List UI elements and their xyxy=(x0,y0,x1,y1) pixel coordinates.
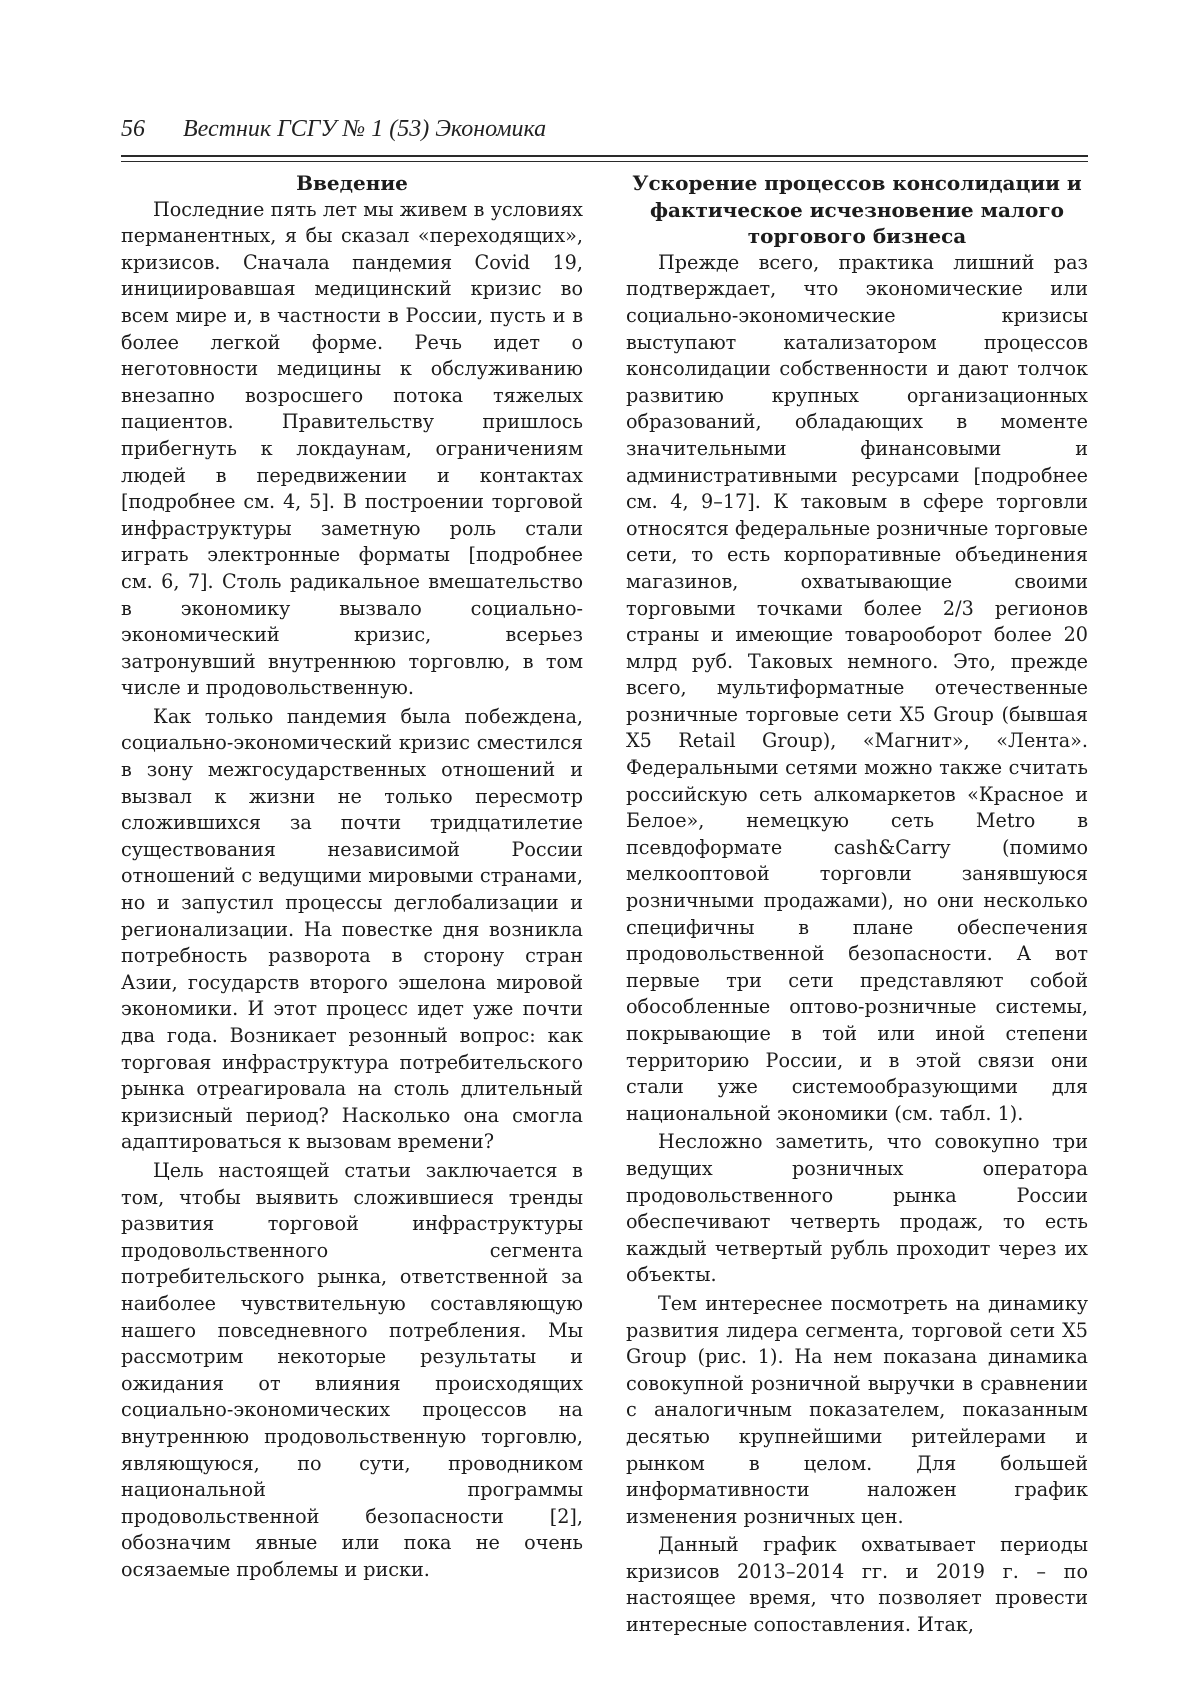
paragraph: Тем интереснее посмотреть на динамику развития лидера сегмента, торговой сети X5 Group (рис. 1). На нем показана динамика совокупной розничной выручки в сравнении с аналогичным показателем, показанным десятью крупнейшими ритейлерами и рынком в целом. Для большей информативности наложен график изменения розничных цен. xyxy=(626,1291,1088,1528)
section-heading-consolidation: Ускорение процессов консолидации и фактическое исчезновение малого торгового бизнеса xyxy=(632,171,1082,249)
journal-title: Вестник ГСГУ № 1 (53) Экономика xyxy=(183,116,547,142)
paragraph: Как только пандемия была побеждена, социально-экономический кризис сместился в зону межгосударственных отношений и вызвал к жизни не только пересмотр сложившихся за почти тридцатилетие существования независимой России отношений с ведущими мировыми странами, но и запустил процессы деглобализации и регионализации. На повестке дня возникла потребность разворота в сторону стран Азии, государств второго эшелона мировой экономики. И этот процесс идет уже почти два года. Возникает резонный вопрос: как торговая инфраструктура потребительского рынка отреагировала на столь длительный кризисный период? Насколько она смогла адаптироваться к вызовам времени? xyxy=(121,704,583,1154)
page-number: 56 xyxy=(121,116,145,142)
paragraph: Прежде всего, практика лишний раз подтверждает, что экономические или социально-экономические кризисы выступают катализатором процессов консолидации собственности и дают толчок развитию крупных организационных образований, обладающих в моменте значительными финансовыми и административными ресурсами [подробнее см. 4, 9–17]. К таковым в сфере торговли относятся федеральные розничные торговые сети, то есть корпоративные объединения магазинов, охватывающие своими торговыми точками более 2/3 регионов страны и имеющие товарооборот более 20 млрд руб. Таковых немного. Это, прежде всего, мультиформатные отечественные розничные торговые сети X5 Group (бывшая X5 Retail Group), «Магнит», «Лента». Федеральными сетями можно также считать российскую сеть алкомаркетов «Красное и Белое», немецкую сеть Metro в псевдоформате cash&Carry (помимо мелкооптовой торговли занявшуюся розничными продажами), но они несколько специфичны в плане обеспечения продовольственной безопасности. А вот первые три сети представляют собой обособленные оптово-розничные системы, покрывающие в той или иной степени территорию России, и в этой связи они стали уже системообразующими для национальной экономики (см. табл. 1). xyxy=(626,250,1088,1125)
paragraph: Последние пять лет мы живем в условиях перманентных, я бы сказал «переходящих», кризисов. Сначала пандемия Covid 19, инициировавшая медицинский кризис во всем мире и, в частности в России, пусть и в более легкой форме. Речь идет о неготовности медицины к обслуживанию внезапно возросшего потока тяжелых пациентов. Правительству пришлось прибегнуть к локдаунам, ограничениям людей в передвижении и контактах [подробнее см. 4, 5]. В построении торговой инфраструктуры заметную роль стали играть электронные форматы [подробнее см. 6, 7]. Столь радикальное вмешательство в экономику вызвало социально-экономический кризис, всерьез затронувший внутреннюю торговлю, в том числе и продовольственную. xyxy=(121,197,583,700)
left-column xyxy=(121,170,583,1583)
paragraph: Цель настоящей статьи заключается в том, чтобы выявить сложившиеся тренды развития торговой инфраструктуры продовольственного сегмента потребительского рынка, ответственной за наиболее чувствительную составляющую нашего повседневного потребления. Мы рассмотрим некоторые результаты и ожидания от влияния происходящих социально-экономических процессов на внутреннюю продовольственную торговлю, являющуюся, по сути, проводником национальной программы продовольственной безопасности [2], обозначим явные или пока не очень осязаемые проблемы и риски. xyxy=(121,1158,583,1581)
paragraph: Несложно заметить, что совокупно три ведущих розничных оператора продовольственного рынка России обеспечивают четверть продаж, то есть каждый четвертый рубль проходит через их объекты. xyxy=(626,1130,1088,1287)
section-heading-introduction: Введение xyxy=(296,171,408,195)
paragraph: Данный график охватывает периоды кризисов 2013–2014 гг. и 2019 г. – по настоящее время, что позволяет провести интересные сопоставления. Итак, xyxy=(626,1533,1088,1637)
running-header xyxy=(121,116,1088,148)
header-rule-thin xyxy=(121,161,1088,162)
right-column xyxy=(626,170,1088,1639)
header-rule-thick xyxy=(121,155,1088,157)
